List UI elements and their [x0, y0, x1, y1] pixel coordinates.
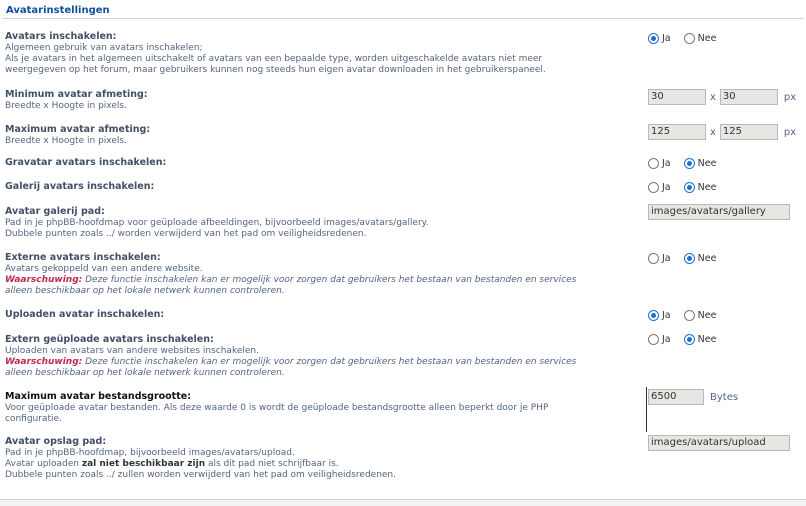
min-height-input[interactable]: 30: [720, 89, 778, 105]
radio-no-label[interactable]: Nee: [697, 310, 717, 321]
setting-description: Uploaden van avatars van andere websites inschakelen.: [5, 346, 259, 356]
radio-yes-label[interactable]: Ja: [662, 182, 671, 193]
size-separator: x: [710, 91, 716, 103]
size-separator: x: [710, 126, 716, 138]
radio-no-label[interactable]: Nee: [697, 334, 717, 345]
radio-no-label[interactable]: Nee: [697, 253, 717, 264]
radio-no-label[interactable]: Nee: [697, 33, 717, 44]
radio-no[interactable]: [684, 158, 695, 169]
setting-title: Avatar galerij pad:: [5, 206, 105, 217]
radio-yes[interactable]: [648, 253, 659, 264]
setting-description: Breedte x Hoogte in pixels.: [5, 101, 127, 111]
setting-description: Avatars gekoppeld van een andere website.: [5, 264, 203, 274]
gallery-path-input[interactable]: images/avatars/gallery: [648, 204, 790, 220]
warning-text: alleen beschikbaar op het lokale netwerk kunnen controleren.: [5, 286, 285, 296]
min-width-input[interactable]: 30: [648, 89, 706, 105]
setting-title: Gravatar avatars inschakelen:: [5, 157, 167, 168]
desc-part: Avatar uploaden: [5, 459, 82, 469]
setting-title: Avatar opslag pad:: [5, 436, 107, 447]
storage-path-input[interactable]: images/avatars/upload: [648, 435, 790, 451]
warning-body: Deze functie inschakelen kan er mogelijk voor zorgen dat gebruikers het bestaan van bestanden en services: [82, 357, 577, 367]
warning-text: alleen beschikbaar op het lokale netwerk kunnen controleren.: [5, 368, 285, 378]
radio-yes[interactable]: [648, 182, 659, 193]
radio-yes-label[interactable]: Ja: [662, 253, 671, 264]
setting-description: Algemeen gebruik van avatars inschakelen;: [5, 43, 203, 53]
fieldset-legend: [2, 2, 804, 19]
warning-body: Deze functie inschakelen kan er mogelijk voor zorgen dat gebruikers het bestaan van bestanden en services: [82, 275, 577, 285]
warning-text: [5, 357, 635, 368]
setting-description: weergegeven op het forum, maar gebruikers kunnen nog steeds hun eigen avatar downloaden in het gebruikerspaneel.: [5, 65, 546, 75]
radio-no[interactable]: [684, 33, 695, 44]
setting-description: Als je avatars in het algemeen uitschakelt of avatars van een bepaalde type, worden uitgeschakelde avatars niet meer: [5, 54, 543, 64]
unit-label: px: [783, 91, 797, 103]
radio-yes-label[interactable]: Ja: [662, 334, 671, 345]
unit-label: Bytes: [710, 391, 739, 403]
setting-title: Maximum avatar bestandsgrootte:: [5, 391, 192, 402]
setting-description: Pad in je phpBB-hoofdmap voor geüploade afbeeldingen, bijvoorbeeld images/avatars/gallery.: [5, 218, 429, 228]
setting-title: Galerij avatars inschakelen:: [5, 181, 155, 192]
setting-title: Uploaden avatar inschakelen:: [5, 309, 165, 320]
radio-yes-label[interactable]: Ja: [662, 158, 671, 169]
radio-no[interactable]: [684, 253, 695, 264]
setting-title: Maximum avatar afmeting:: [5, 124, 151, 135]
radio-no[interactable]: [684, 182, 695, 193]
warning-text: [5, 275, 635, 286]
radio-no-label[interactable]: Nee: [697, 158, 717, 169]
radio-yes[interactable]: [648, 334, 659, 345]
radio-no[interactable]: [684, 334, 695, 345]
desc-part: als dit pad niet schrijfbaar is.: [205, 459, 339, 469]
setting-description: configuratie.: [5, 414, 62, 424]
warning-label: Waarschuwing:: [5, 357, 83, 367]
radio-no-label[interactable]: Nee: [697, 182, 717, 193]
setting-description: Breedte x Hoogte in pixels.: [5, 136, 127, 146]
setting-description: Pad in je phpBB-hoofdmap, bijvoorbeeld images/avatars/upload.: [5, 448, 295, 458]
setting-description: Dubbele punten zoals ../ zullen worden verwijderd van het pad om veiligheidsredenen.: [5, 470, 396, 480]
radio-yes[interactable]: [648, 33, 659, 44]
warning-label: Waarschuwing:: [5, 275, 83, 285]
max-filesize-input[interactable]: 6500: [648, 389, 704, 405]
radio-no[interactable]: [684, 310, 695, 321]
radio-yes-label[interactable]: Ja: [662, 310, 671, 321]
setting-title: Minimum avatar afmeting:: [5, 89, 148, 100]
setting-description: [5, 459, 635, 470]
max-width-input[interactable]: 125: [648, 124, 706, 140]
setting-title: Externe avatars inschakelen:: [5, 252, 161, 263]
setting-description: Dubbele punten zoals ../ worden verwijderd van het pad om veiligheidsredenen.: [5, 229, 367, 239]
max-height-input[interactable]: 125: [720, 124, 778, 140]
legend-title: Avatarinstellingen: [6, 5, 110, 16]
focus-indicator: [646, 387, 647, 432]
setting-title: Extern geüploade avatars inschakelen:: [5, 334, 214, 345]
radio-yes[interactable]: [648, 158, 659, 169]
unit-label: px: [783, 126, 797, 138]
radio-yes-label[interactable]: Ja: [662, 33, 671, 44]
setting-title: Avatars inschakelen:: [5, 31, 117, 42]
setting-description: Voor geüploade avatar bestanden. Als deze waarde 0 is wordt de geüploade bestandsgrootte alleen beperkt door je PHP: [5, 403, 549, 413]
desc-emphasis: zal niet beschikbaar zijn: [81, 459, 206, 469]
radio-yes[interactable]: [648, 310, 659, 321]
